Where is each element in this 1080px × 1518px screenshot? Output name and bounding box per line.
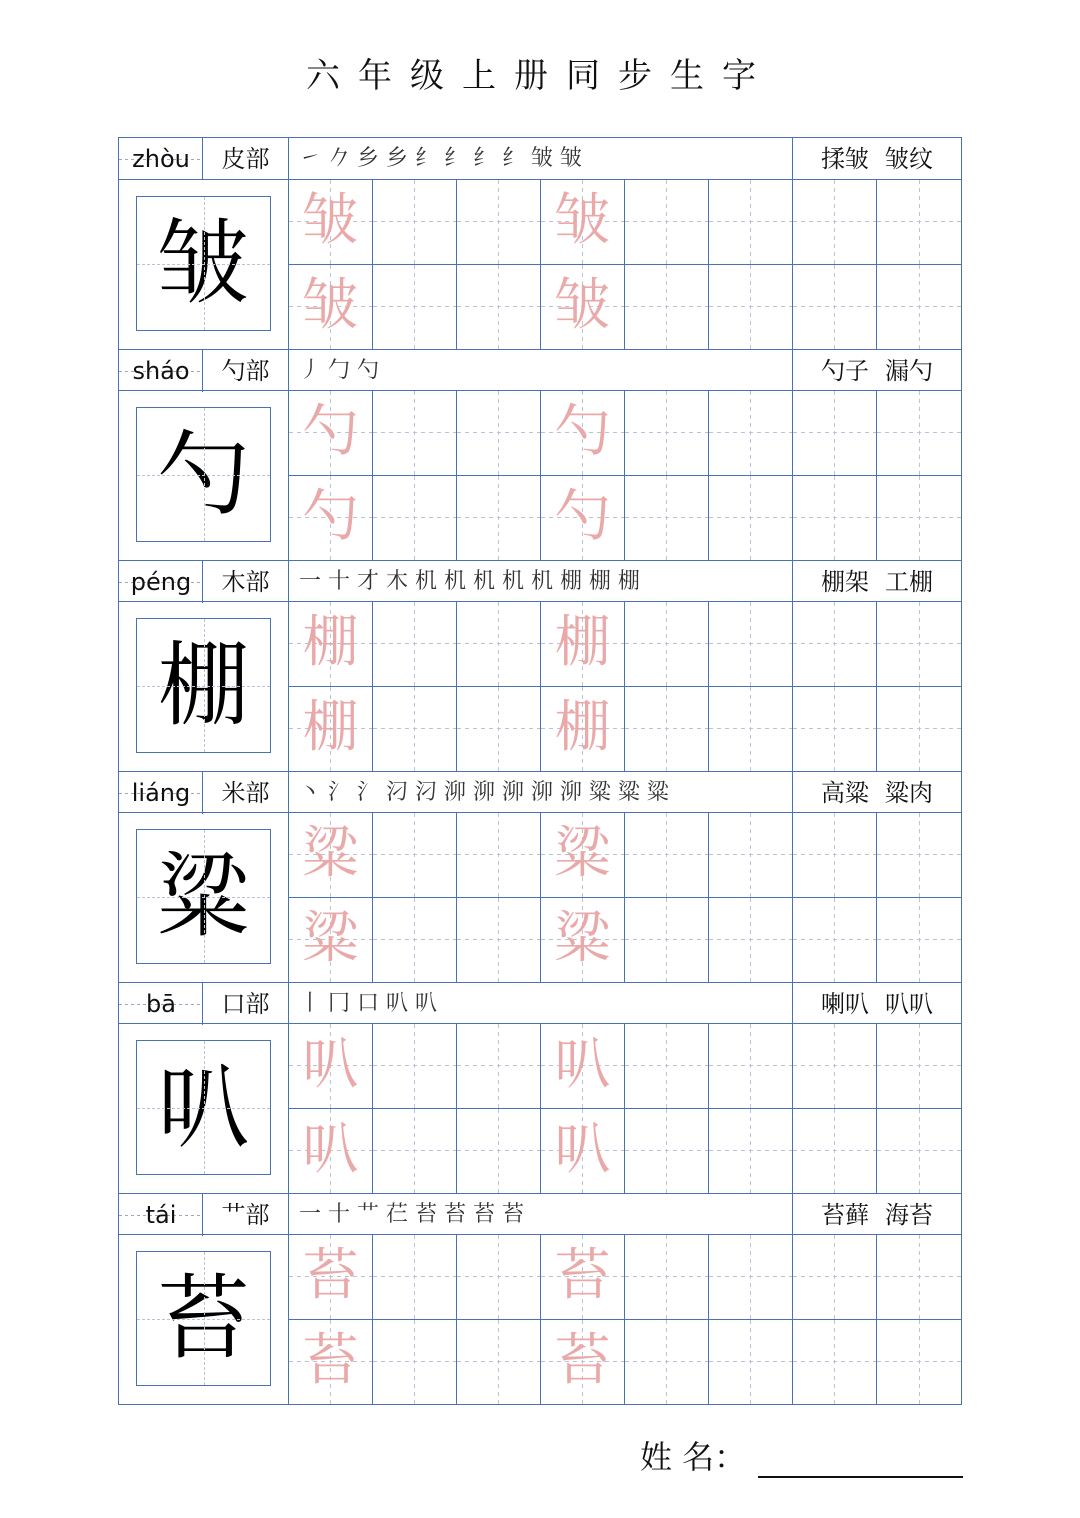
pinyin-cell — [119, 350, 203, 392]
practice-cell — [625, 1109, 709, 1194]
info-row — [119, 1193, 961, 1235]
practice-cell — [457, 602, 541, 687]
pinyin: péng — [130, 568, 192, 596]
practice-cell — [373, 602, 457, 687]
practice-cell — [709, 898, 793, 983]
practice-cell — [457, 1024, 541, 1109]
practice-cell — [793, 1235, 877, 1320]
trace-cell: 粱 — [289, 813, 373, 898]
practice-grid — [289, 602, 961, 771]
practice-cell — [625, 898, 709, 983]
stroke-order: 丨 冂 口 叭 叭 — [289, 983, 793, 1025]
radical: 口部 — [203, 983, 289, 1025]
example-word: 粱肉 — [885, 779, 933, 807]
model-character: 粱 — [136, 829, 271, 964]
practice-grid — [289, 180, 961, 349]
practice-cell — [373, 687, 457, 772]
practice-cell — [793, 1024, 877, 1109]
example-word: 叭叭 — [885, 990, 933, 1018]
practice-cell — [457, 391, 541, 476]
trace-cell: 粱 — [541, 813, 625, 898]
practice-cell — [877, 1109, 961, 1194]
character-block — [119, 1193, 961, 1404]
example-words — [793, 772, 961, 814]
name-label: 姓 名： — [640, 1438, 747, 1476]
model-character-area — [119, 180, 289, 349]
model-character: 苔 — [136, 1251, 271, 1386]
pinyin-cell — [119, 983, 203, 1025]
model-character-area — [119, 602, 289, 771]
trace-cell: 皱 — [541, 265, 625, 350]
example-word: 海苔 — [885, 1201, 933, 1229]
practice-cell — [373, 1024, 457, 1109]
trace-cell: 勺 — [541, 391, 625, 476]
model-character: 叭 — [136, 1040, 271, 1175]
radical: 木部 — [203, 561, 289, 603]
trace-cell: 勺 — [289, 391, 373, 476]
model-character-area — [119, 391, 289, 560]
example-word: 喇叭 — [821, 990, 869, 1018]
practice-cell — [793, 602, 877, 687]
model-character: 皱 — [136, 196, 271, 331]
character-block — [119, 771, 961, 982]
trace-cell: 苔 — [289, 1235, 373, 1320]
stroke-order: 丶 氵 氵 汈 汈 泖 泖 泖 泖 泖 粱 粱 粱 — [289, 772, 793, 814]
stroke-order: ㇀ 𠂊 乡 乡 纟 纟 纟 纟 皱 皱 — [289, 138, 793, 180]
example-word: 棚架 — [821, 568, 869, 596]
practice-cell — [709, 180, 793, 265]
trace-cell: 皱 — [541, 180, 625, 265]
practice-cell — [793, 813, 877, 898]
radical: 米部 — [203, 772, 289, 814]
trace-cell: 勺 — [289, 476, 373, 561]
name-field — [640, 1432, 963, 1478]
example-words — [793, 983, 961, 1025]
practice-cell — [373, 180, 457, 265]
practice-cell — [877, 265, 961, 350]
practice-cell — [709, 476, 793, 561]
practice-cell — [877, 476, 961, 561]
pinyin-cell — [119, 1194, 203, 1236]
page-title: 六年级上册同步生字 — [306, 56, 774, 96]
practice-cell — [709, 391, 793, 476]
practice-cell — [457, 898, 541, 983]
pinyin-cell — [119, 772, 203, 814]
practice-cell — [877, 687, 961, 772]
character-worksheet — [118, 137, 962, 1405]
name-blank-line[interactable] — [758, 1446, 963, 1478]
practice-cell — [877, 898, 961, 983]
model-character: 棚 — [136, 618, 271, 753]
practice-cell — [625, 1024, 709, 1109]
practice-cell — [877, 1024, 961, 1109]
pinyin: zhòu — [132, 145, 190, 173]
model-character-area — [119, 1024, 289, 1193]
practice-cell — [625, 1320, 709, 1405]
trace-cell: 粱 — [541, 898, 625, 983]
example-word: 高粱 — [821, 779, 869, 807]
info-row — [119, 560, 961, 602]
example-word: 勺子 — [821, 357, 869, 385]
practice-cell — [877, 391, 961, 476]
practice-cell — [793, 391, 877, 476]
practice-cell — [625, 1235, 709, 1320]
practice-cell — [877, 180, 961, 265]
example-words — [793, 138, 961, 180]
practice-cell — [625, 265, 709, 350]
practice-cell — [877, 813, 961, 898]
practice-cell — [625, 602, 709, 687]
practice-cell — [373, 391, 457, 476]
practice-cell — [457, 265, 541, 350]
example-words — [793, 561, 961, 603]
trace-cell: 粱 — [289, 898, 373, 983]
model-character-area — [119, 813, 289, 982]
practice-cell — [625, 813, 709, 898]
character-block — [119, 982, 961, 1193]
practice-cell — [793, 1320, 877, 1405]
info-row — [119, 982, 961, 1024]
practice-cell — [373, 265, 457, 350]
practice-cell — [625, 687, 709, 772]
stroke-order: 一 十 才 木 机 机 机 机 机 棚 棚 棚 — [289, 561, 793, 603]
pinyin: sháo — [132, 357, 190, 385]
practice-cell — [373, 476, 457, 561]
practice-grid — [289, 1024, 961, 1193]
character-block — [119, 560, 961, 771]
trace-cell: 苔 — [541, 1235, 625, 1320]
trace-cell: 苔 — [541, 1320, 625, 1405]
practice-cell — [373, 898, 457, 983]
trace-cell: 叭 — [541, 1109, 625, 1194]
practice-cell — [457, 180, 541, 265]
practice-cell — [373, 1109, 457, 1194]
practice-cell — [877, 1235, 961, 1320]
pinyin: tái — [145, 1201, 177, 1229]
info-row — [119, 349, 961, 391]
practice-cell — [709, 1235, 793, 1320]
practice-grid — [289, 391, 961, 560]
info-row — [119, 771, 961, 813]
trace-cell: 叭 — [541, 1024, 625, 1109]
practice-cell — [373, 1235, 457, 1320]
stroke-order: 丿 勹 勺 — [289, 350, 793, 392]
model-character-area — [119, 1235, 289, 1404]
practice-cell — [457, 476, 541, 561]
trace-cell: 皱 — [289, 180, 373, 265]
practice-cell — [793, 898, 877, 983]
example-word: 漏勺 — [885, 357, 933, 385]
practice-cell — [457, 1109, 541, 1194]
trace-cell: 勺 — [541, 476, 625, 561]
practice-grid — [289, 1235, 961, 1404]
trace-cell: 棚 — [541, 687, 625, 772]
example-words — [793, 1194, 961, 1236]
radical: 勺部 — [203, 350, 289, 392]
example-word: 皱纹 — [885, 145, 933, 173]
practice-cell — [877, 1320, 961, 1405]
pinyin-cell — [119, 561, 203, 603]
model-character: 勺 — [136, 407, 271, 542]
practice-cell — [793, 476, 877, 561]
practice-cell — [709, 1024, 793, 1109]
practice-cell — [877, 602, 961, 687]
stroke-order: 一 十 艹 芢 苔 苔 苔 苔 — [289, 1194, 793, 1236]
practice-cell — [793, 687, 877, 772]
trace-cell: 皱 — [289, 265, 373, 350]
info-row — [119, 138, 961, 180]
trace-cell: 苔 — [289, 1320, 373, 1405]
radical: 艹部 — [203, 1194, 289, 1236]
example-words — [793, 350, 961, 392]
pinyin-cell — [119, 138, 203, 180]
trace-cell: 叭 — [289, 1109, 373, 1194]
practice-cell — [457, 687, 541, 772]
practice-cell — [625, 180, 709, 265]
practice-cell — [793, 180, 877, 265]
character-block — [119, 138, 961, 349]
practice-cell — [709, 602, 793, 687]
practice-cell — [373, 1320, 457, 1405]
practice-cell — [625, 391, 709, 476]
practice-cell — [709, 1109, 793, 1194]
character-block — [119, 349, 961, 560]
pinyin: bā — [146, 990, 176, 1018]
practice-cell — [457, 1320, 541, 1405]
trace-cell: 叭 — [289, 1024, 373, 1109]
pinyin: liáng — [131, 779, 191, 807]
practice-cell — [793, 1109, 877, 1194]
practice-cell — [709, 1320, 793, 1405]
radical: 皮部 — [203, 138, 289, 180]
practice-cell — [709, 813, 793, 898]
trace-cell: 棚 — [289, 687, 373, 772]
trace-cell: 棚 — [289, 602, 373, 687]
practice-cell — [625, 476, 709, 561]
example-word: 工棚 — [885, 568, 933, 596]
practice-cell — [793, 265, 877, 350]
example-word: 揉皱 — [821, 145, 869, 173]
practice-cell — [709, 265, 793, 350]
practice-cell — [457, 813, 541, 898]
practice-grid — [289, 813, 961, 982]
example-word: 苔藓 — [821, 1201, 869, 1229]
trace-cell: 棚 — [541, 602, 625, 687]
practice-cell — [457, 1235, 541, 1320]
practice-cell — [709, 687, 793, 772]
practice-cell — [373, 813, 457, 898]
